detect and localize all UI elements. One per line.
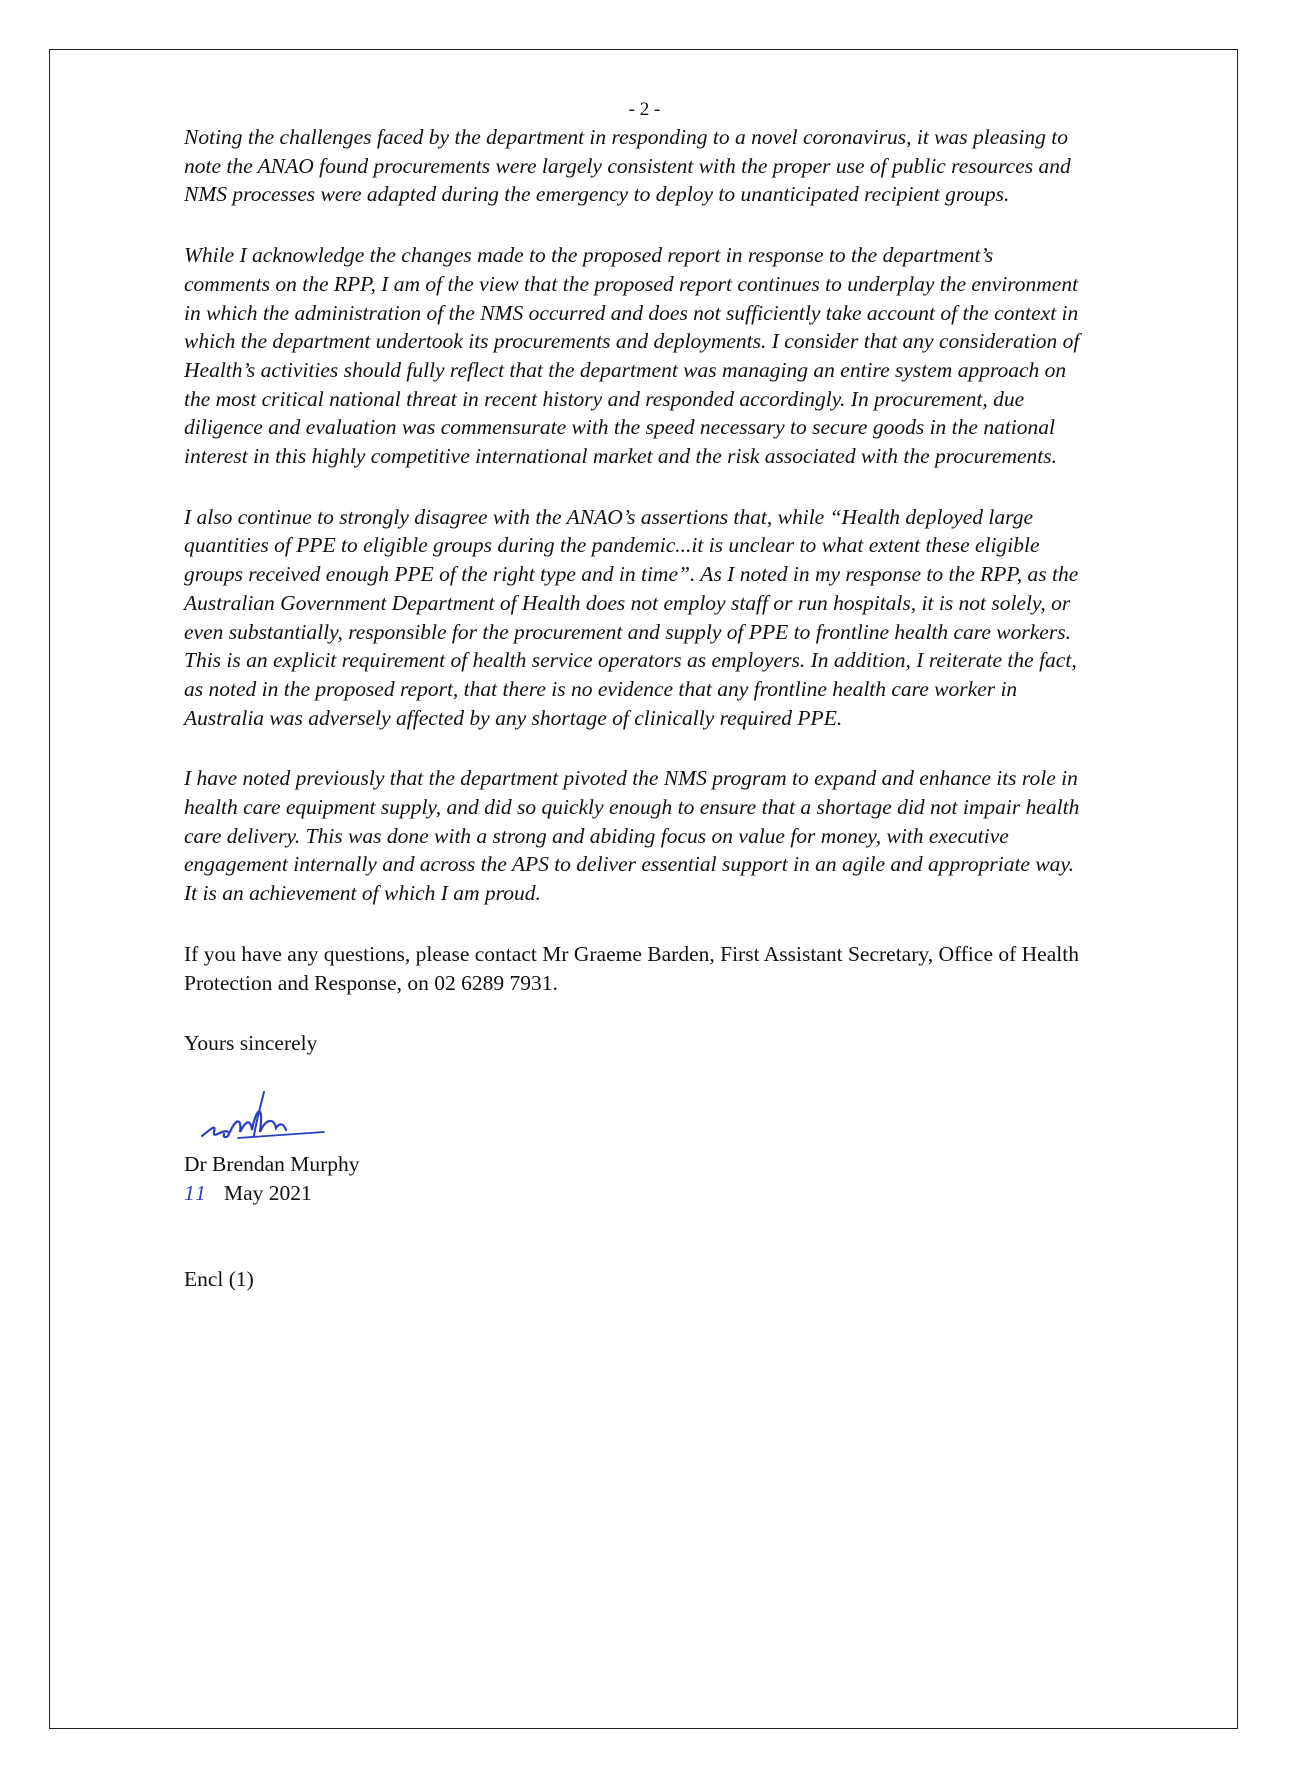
page-number: - 2 - — [628, 99, 661, 120]
paragraph-contact: If you have any questions, please contact Mr Graeme Barden, First Assistant Secretary, Office of Health Protection and Response, on 02 6289 7931. — [184, 941, 1079, 995]
date-month-year: May 2021 — [224, 1180, 312, 1205]
closing-salutation: Yours sincerely — [184, 1031, 318, 1056]
paragraph-disagree-assertions: I also continue to strongly disagree with the ANAO’s assertions that, while “Health deployed large quantities of PPE to eligible groups during the pandemic...it is unclear to what extent these eligible groups received enough PPE of the right type and in time”. As I noted in my response to the RPP, as the Australian Government Department of Health does not employ staff or run hospitals, it is not solely, or even substantially, responsible for the procurement and supply of PPE to frontline health care workers. This is an explicit requirement of health service operators as employers. In addition, I reiterate the fact, as noted in the proposed report, that there is no evidence that any frontline health care worker in Australia was adversely affected by any shortage of clinically required PPE. — [184, 504, 1079, 730]
paragraph-acknowledge-changes: While I acknowledge the changes made to the proposed report in response to the department’s comments on the RPP, I am of the view that the proposed report continues to underplay the environment in which the administration of the NMS occurred and does not sufficiently take account of the context in which the department undertook its procurements and deployments. I consider that any consideration of Health’s activities should fully reflect that the department was managing an entire system approach on the most critical national threat in recent history and responded accordingly. In procurement, due diligence and evaluation was commensurate with the speed necessary to secure goods in the national interest in this highly competitive international market and the risk associated with the procurements. — [184, 243, 1080, 469]
handwritten-signature — [194, 1088, 334, 1148]
paragraph-nms-pivot: I have noted previously that the department pivoted the NMS program to expand and enhance its role in health care equipment supply, and did so quickly enough to ensure that a shortage did not impair health care delivery. This was done with a strong and abiding focus on value for money, with executive engagement internally and across the APS to deliver essential support in an agile and appropriate way. It is an achievement of which I am proud. — [184, 766, 1080, 906]
handwritten-day: 11 — [184, 1180, 208, 1205]
paragraph-challenges: Noting the challenges faced by the department in responding to a novel coronavirus, it was pleasing to note the ANAO found procurements were largely consistent with the proper use of public resources and NMS processes were adapted during the emergency to deploy to unanticipated recipient groups. — [184, 125, 1071, 207]
letter-body — [184, 123, 1084, 1294]
signature-date — [184, 1179, 1084, 1208]
signer-name: Dr Brendan Murphy — [184, 1151, 360, 1176]
enclosure-note: Encl (1) — [184, 1267, 254, 1292]
